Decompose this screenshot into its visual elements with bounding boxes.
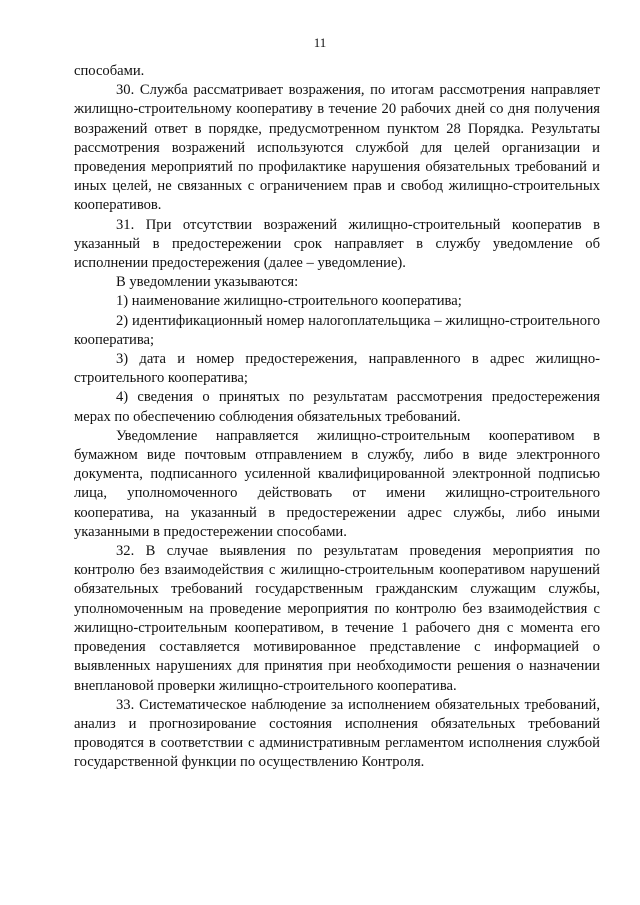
paragraph-item-32: 32. В случае выявления по результатам проведения мероприятия по контролю без взаимодействия с жилищно-строительным кооперативом нарушений обязательных требований государственным гражданским служащим службы, уполномоченным на проведение мероприятия по контролю без взаимодействия с жилищно-строительным кооперативом, в течение 1 рабочего дня с момента его проведения составляется мотивированное представление с информацией о выявленных нарушениях для принятия при необходимости решения о назначении внеплановой проверки жилищно-строительного кооператива. <box>74 543 600 694</box>
list-item-1: 1) наименование жилищно-строительного кооператива; <box>116 293 462 310</box>
page-number: 11 <box>313 35 327 50</box>
paragraph-notification-delivery: Уведомление направляется жилищно-строительным кооперативом в бумажном виде почтовым отправлением в службу, либо в виде электронного документа, подписанного усиленной квалифицированной электронной подписью лица, уполномоченного действовать от имени жилищно-строительного кооператива, на указанный в предостережении адрес службы, либо иными указанными в предостережении способами. <box>74 427 600 540</box>
list-item-3: 3) дата и номер предостережения, направленного в адрес жилищно-строительного кооператива; <box>74 351 600 387</box>
list-item-4: 4) сведения о принятых по результатам рассмотрения предостережения мерах по обеспечению соблюдения обязательных требований. <box>74 389 600 425</box>
paragraph-item-30: 30. Служба рассматривает возражения, по итогам рассмотрения направляет жилищно-строительному кооперативу в течение 20 рабочих дней со дня получения возражений ответ в порядке, предусмотренном пунктом 28 Порядка. Результаты рассмотрения возражений используются службой для целей организации и проведения мероприятий по профилактике нарушения обязательных требований и иных целей, не связанных с ограничением прав и свобод жилищно-строительных кооперативов. <box>74 82 600 214</box>
list-item-2: 2) идентификационный номер налогоплательщика – жилищно-строительного кооператива; <box>74 312 600 348</box>
paragraph-item-33: 33. Систематическое наблюдение за исполнением обязательных требований, анализ и прогнозирование состояния исполнения обязательных требований проводятся в соответствии с административным регламентом исполнения службой государственной функции по осуществлению Контроля. <box>74 696 600 771</box>
document-body <box>74 62 600 773</box>
paragraph-notification-intro: В уведомлении указываются: <box>116 274 299 291</box>
paragraph-continuation: способами. <box>74 63 145 79</box>
paragraph-item-31: 31. При отсутствии возражений жилищно-строительный кооператив в указанный в предостережении срок направляет в службу уведомление об исполнении предостережения (далее – уведомление). <box>74 216 600 272</box>
